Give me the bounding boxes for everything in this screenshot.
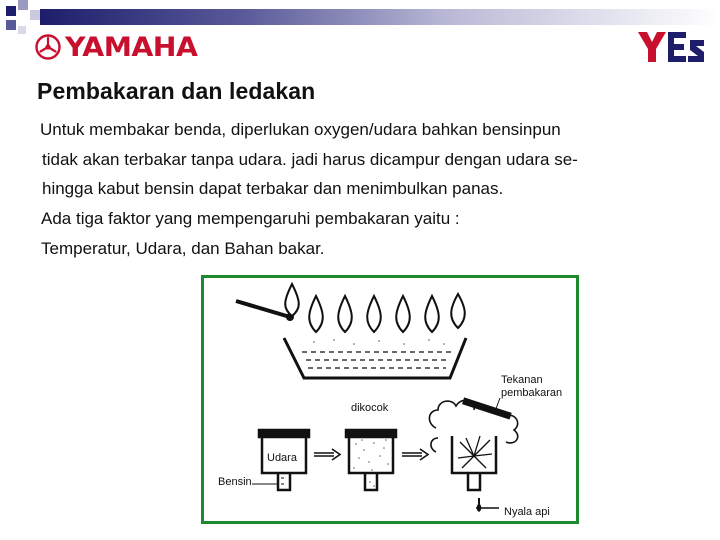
match-stick xyxy=(236,301,290,317)
explosion-arrows xyxy=(458,436,492,468)
slide-title: Pembakaran dan ledakan xyxy=(37,78,316,104)
label-pembakaran: pembakaran xyxy=(501,387,563,399)
body-line-2: tidak akan terbakar tanpa udara. jadi harus dicampur dengan udara se- xyxy=(42,150,578,169)
container-explosion xyxy=(452,436,496,490)
mixture-dots xyxy=(353,439,389,487)
label-dikocok: dikocok xyxy=(351,402,389,414)
combustion-illustration xyxy=(201,275,579,524)
body-line-1: Untuk membakar benda, diperlukan oxygen/udara bahkan bensinpun xyxy=(40,120,561,139)
vapor-dots xyxy=(313,339,445,345)
body-line-3: hingga kabut bensin dapat terbakar dan menimbulkan panas. xyxy=(42,179,504,198)
yes-logo-icon xyxy=(636,30,708,64)
flames xyxy=(285,284,465,332)
smoke-clouds xyxy=(429,400,517,452)
fuel-surface xyxy=(302,352,452,368)
arrow-1 xyxy=(314,449,340,460)
combustion-diagram xyxy=(204,278,576,521)
arrow-2 xyxy=(402,449,428,460)
label-nyala-api: Nyala api xyxy=(504,506,550,518)
container-dikocok xyxy=(346,430,396,490)
label-bensin: Bensin xyxy=(218,476,252,488)
body-line-4: Ada tiga faktor yang mempengaruhi pembakaran yaitu : xyxy=(41,209,460,228)
yamaha-emblem-icon xyxy=(35,34,61,60)
label-udara: Udara xyxy=(267,452,297,464)
label-tekanan: Tekanan xyxy=(501,374,543,386)
header-band xyxy=(40,9,720,25)
body-line-5: Temperatur, Udara, dan Bahan bakar. xyxy=(41,239,325,258)
fuel-pan xyxy=(284,338,466,378)
yamaha-logo xyxy=(35,30,198,64)
yamaha-wordmark: YAMAHA xyxy=(65,31,198,63)
